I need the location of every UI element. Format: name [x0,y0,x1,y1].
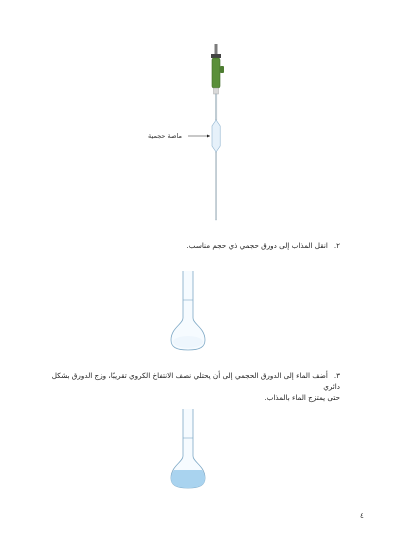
step-3-number: ٣. [333,371,340,380]
pipette-label: ماصة حجمية [148,132,182,140]
step-3-text-line-2: حتى يمتزج الماء بالمذاب. [264,393,340,402]
empty-volumetric-flask [168,270,208,352]
step-2-text: انقل المذاب إلى دورق حجمي ذي حجم مناسب. [186,241,328,250]
step-3-line-1 [40,370,340,392]
step-3-text-line-1: أضف الماء إلى الدورق الحجمي إلى أن يحتلي نصف الانتفاخ الكروي تقريبًا، وزج الدورق بشكل دائري [51,371,340,391]
pipette-bulb [212,120,220,152]
volumetric-flask-with-water [168,408,208,490]
page-number: ٤ [360,512,364,520]
step-3 [40,370,340,403]
step-2-number: ٢. [333,241,340,250]
volumetric-pipette-illustration [140,38,280,224]
pipette-filler [211,44,224,94]
step-2 [186,240,340,251]
